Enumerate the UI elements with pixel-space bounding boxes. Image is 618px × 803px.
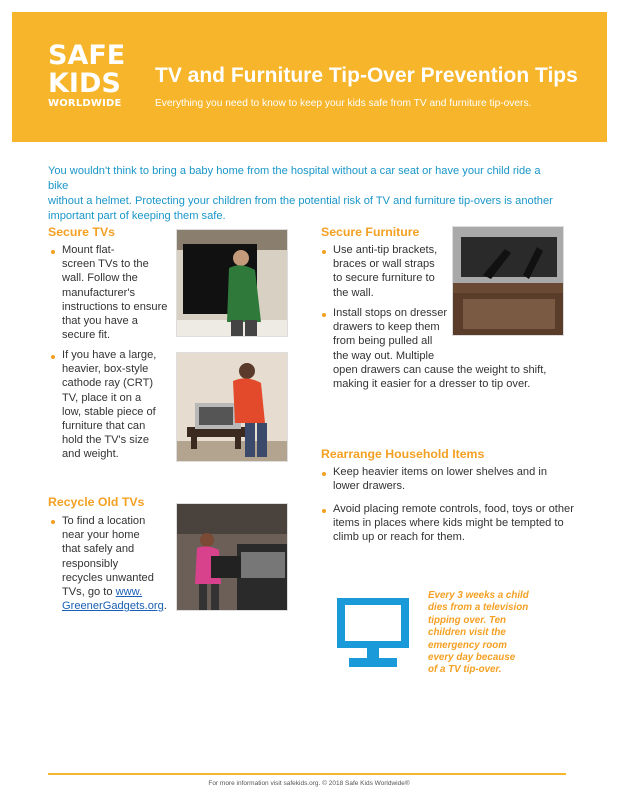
header-banner (12, 12, 607, 142)
text-line: every day because (428, 652, 516, 664)
television-icon (336, 596, 410, 670)
text-line: manufacturer's (62, 286, 136, 299)
intro-line: important part of keeping them safe. (48, 210, 226, 222)
heading-secure-furniture: Secure Furniture (321, 225, 420, 239)
text-line: cathode ray (CRT) (62, 377, 154, 390)
text-line: from being pulled all (333, 335, 433, 348)
text-line: of a TV tip-over. (428, 664, 502, 676)
recycle-bullet-1 (62, 514, 182, 613)
intro-line: You wouldn't think to bring a baby home from the hospital without a car seat or have your child ride a bike (48, 165, 541, 192)
text-line (62, 599, 182, 613)
text-line: heavier, box-style (62, 363, 149, 376)
text-line: hold the TV's size (62, 434, 150, 447)
text-line: children visit the (428, 627, 506, 639)
photo-mounting-flat-screen-tv (176, 229, 288, 337)
secure-tvs-bullet-1 (62, 243, 180, 342)
greener-gadgets-link-continued[interactable]: GreenerGadgets.org (62, 600, 164, 613)
text-line: Use anti-tip brackets, (333, 244, 438, 256)
text-line: braces or wall straps (333, 258, 435, 271)
text-line: screen TVs to the (62, 258, 149, 271)
tip-over-statistic (428, 590, 544, 677)
text-line: furniture that can (62, 420, 146, 433)
text-fragment: . (163, 600, 167, 613)
text-line: Mount flat- (62, 244, 115, 256)
rearrange-bullet-2 (333, 502, 583, 545)
bullet-dot (322, 509, 326, 513)
text-line: near your home (62, 529, 140, 542)
page-title: TV and Furniture Tip-Over Prevention Tips (155, 64, 578, 87)
text-line: that you have a (62, 315, 138, 328)
photo-recycling-old-tv (176, 503, 288, 611)
logo-line-1: SAFE (48, 40, 126, 71)
footer-divider (48, 773, 566, 775)
text-line: Install stops on dresser (333, 307, 448, 319)
intro-paragraph (48, 164, 563, 224)
greener-gadgets-link[interactable]: www. (115, 586, 143, 599)
bullet-dot (322, 472, 326, 476)
text-line: TV, place it on a (62, 391, 142, 404)
text-line: To find a location (62, 515, 146, 527)
text-line: recycles unwanted (62, 571, 154, 584)
intro-line: without a helmet. Protecting your children from the potential risk of TV and furniture tip-overs is another (48, 195, 553, 207)
text-line: lower drawers. (333, 480, 406, 493)
text-line: to secure furniture to (333, 272, 435, 285)
text-fragment: TVs, go to (62, 586, 116, 599)
text-line: making it easier for a dresser to tip over. (333, 378, 531, 391)
logo-line-3: WORLDWIDE (48, 98, 122, 109)
text-line: open drawers can cause the weight to shift, (333, 363, 547, 376)
text-line: dies from a television (428, 602, 529, 614)
footer-text: For more information visit safekids.org. © 2018 Safe Kids Worldwide® (208, 780, 410, 787)
page-subtitle: Everything you need to know to keep your kids safe from TV and furniture tip-overs. (155, 98, 532, 109)
bullet-dot (51, 355, 55, 359)
text-line: items in places where kids might be tempted to (333, 517, 564, 530)
text-line: the wall. (333, 286, 374, 299)
text-line: Keep heavier items on lower shelves and in (333, 466, 547, 478)
photo-anti-tip-bracket (452, 226, 564, 336)
text-line: climb up or reach for them. (333, 531, 465, 544)
text-line: If you have a large, (62, 349, 157, 361)
bullet-dot (51, 250, 55, 254)
photo-placing-crt-tv (176, 352, 288, 462)
text-line: drawers to keep them (333, 321, 440, 334)
text-line: wall. Follow the (62, 272, 138, 285)
text-line: emergency room (428, 639, 507, 651)
bullet-dot (322, 313, 326, 317)
text-line: and weight. (62, 448, 119, 461)
text-line: instructions to ensure (62, 300, 168, 313)
safe-kids-logo (48, 42, 132, 110)
text-line (62, 585, 182, 599)
bullet-dot (51, 520, 55, 524)
heading-secure-tvs: Secure TVs (48, 225, 115, 239)
rearrange-bullet-1 (333, 465, 583, 493)
text-line: low, stable piece of (62, 405, 156, 418)
text-line: tipping over. Ten (428, 614, 507, 626)
text-line: responsibly (62, 557, 119, 570)
logo-line-2: KIDS (48, 68, 121, 99)
text-line: Avoid placing remote controls, food, toys or other (333, 503, 574, 515)
text-line: secure fit. (62, 329, 111, 342)
heading-rearrange-household-items: Rearrange Household Items (321, 447, 485, 461)
text-line: that safely and (62, 543, 135, 556)
secure-tvs-bullet-2 (62, 348, 180, 462)
heading-recycle-old-tvs: Recycle Old TVs (48, 495, 145, 509)
text-line: Every 3 weeks a child (428, 590, 529, 601)
text-line: the way out. Multiple (333, 349, 435, 362)
bullet-dot (322, 250, 326, 254)
